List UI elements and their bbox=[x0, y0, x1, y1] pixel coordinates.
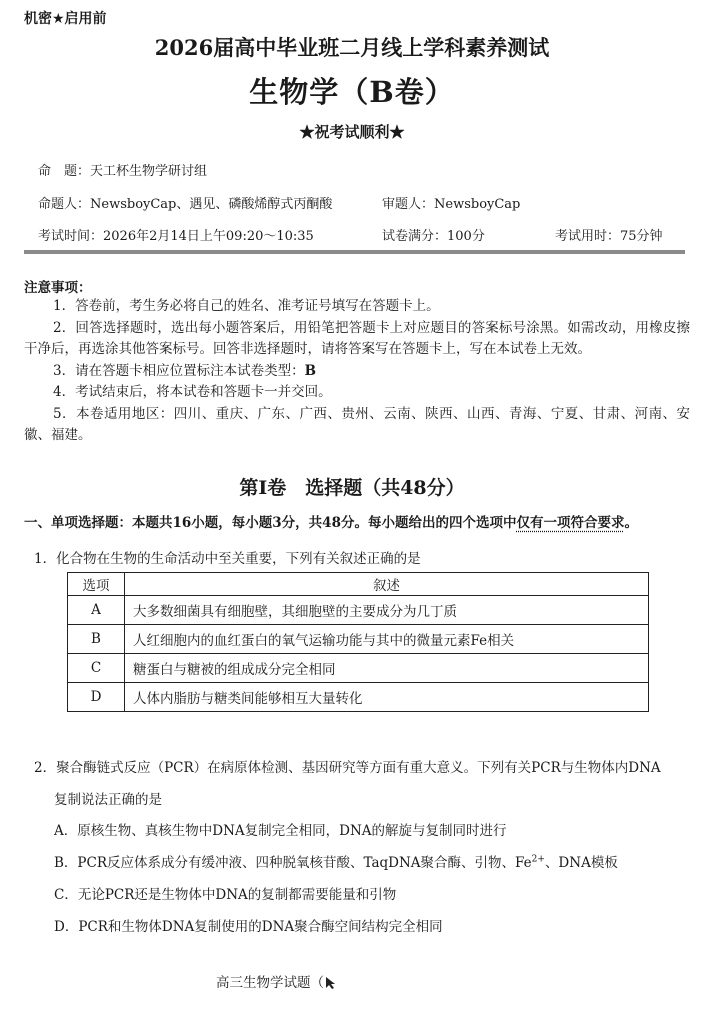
cursor-icon bbox=[324, 976, 337, 989]
exam-title: 2026届高中毕业班二月线上学科素养测试 bbox=[154, 35, 550, 60]
part-heading-text: 一、单项选择题：本题共16小题，每小题3分，共48分。每小题给出的四个选项中 bbox=[24, 515, 517, 531]
blessing-text: ★祝考试顺利★ bbox=[299, 123, 405, 141]
option-text: 糖蛋白与糖被的组成成分完全相同 bbox=[125, 654, 649, 683]
table-row bbox=[68, 654, 649, 683]
page-footer bbox=[216, 971, 337, 991]
table-header-row bbox=[68, 573, 649, 596]
option-b-text: B．PCR反应体系成分有缓冲液、四种脱氧核苷酸、TaqDNA聚合酶、引物、Fe bbox=[54, 855, 532, 871]
option-text: 人红细胞内的血红蛋白的氧气运输功能与其中的微量元素Fe相关 bbox=[125, 625, 649, 654]
option-b-superscript: 2+ bbox=[531, 854, 545, 865]
proposer-line: 命 题：天工杯生物学研讨组 bbox=[38, 164, 208, 179]
reviewer-line: 审题人：NewsboyCap bbox=[382, 197, 521, 212]
option-key: B bbox=[68, 625, 125, 654]
authors-line: 命题人：NewsboyCap、遇见、磷酸烯醇式丙酮酸 bbox=[38, 197, 333, 212]
header-divider bbox=[24, 250, 685, 254]
notice-item: 2．回答选择题时，选出每小题答案后，用铅笔把答题卡上对应题目的答案标号涂黑。如需改动，用橡皮擦干净后，再选涂其他答案标号。回答非选择题时，请将答案写在答题卡上，写在本试卷上无效。 bbox=[24, 319, 690, 357]
exam-time: 考试时间：2026年2月14日上午09:20～10:35 bbox=[38, 229, 314, 244]
notice-item: 4．考试结束后，将本试卷和答题卡一并交回。 bbox=[53, 384, 332, 400]
question-2-option-a: A．原核生物、真核生物中DNA复制完全相同，DNA的解旋与复制同时进行 bbox=[54, 823, 507, 839]
notice-item: 5．本卷适用地区：四川、重庆、广东、广西、贵州、云南、陕西、山西、青海、宁夏、甘肃、河南、安徽、福建。 bbox=[24, 405, 690, 443]
table-header-text: 叙述 bbox=[125, 573, 649, 596]
notice-item: 1．答卷前，考生务必将自己的姓名、准考证号填写在答题卡上。 bbox=[53, 298, 440, 314]
question-1-stem: 1．化合物在生物的生命活动中至关重要，下列有关叙述正确的是 bbox=[34, 551, 421, 567]
option-key: D bbox=[68, 683, 125, 712]
table-header-key: 选项 bbox=[68, 573, 125, 596]
option-text: 大多数细菌具有细胞壁，其细胞壁的主要成分为几丁质 bbox=[125, 596, 649, 625]
question-1-table bbox=[67, 572, 649, 712]
question-2-option-d: D．PCR和生物体DNA复制使用的DNA聚合酶空间结构完全相同 bbox=[54, 919, 443, 935]
option-key: A bbox=[68, 596, 125, 625]
notice-item bbox=[24, 361, 690, 383]
option-text: 人体内脂肪与糖类间能够相互大量转化 bbox=[125, 683, 649, 712]
duration: 考试用时：75分钟 bbox=[555, 229, 663, 244]
notice-item-text: 3．请在答题卡相应位置标注本试卷类型： bbox=[53, 362, 305, 379]
question-2-stem-cont: 复制说法正确的是 bbox=[54, 792, 162, 808]
table-row bbox=[68, 625, 649, 654]
paper-type: B bbox=[304, 362, 317, 379]
part-heading-emphasis: 仅有一项符合要求 bbox=[516, 515, 625, 531]
part-heading-end: 。 bbox=[624, 515, 638, 531]
part-heading bbox=[24, 511, 638, 531]
question-2-stem: 2．聚合酶链式反应（PCR）在病原体检测、基因研究等方面有重大意义。下列有关PCR与生物体内DNA bbox=[34, 760, 661, 776]
question-2-option-c: C．无论PCR还是生物体中DNA的复制都需要能量和引物 bbox=[54, 887, 397, 903]
table-row bbox=[68, 683, 649, 712]
footer-text: 高三生物学试题（ bbox=[216, 975, 324, 991]
full-score: 试卷满分：100分 bbox=[382, 229, 485, 244]
option-key: C bbox=[68, 654, 125, 683]
question-2-option-b bbox=[54, 851, 618, 871]
option-b-text-end: 、DNA模板 bbox=[544, 855, 618, 871]
section-title: 第Ⅰ卷 选择题（共48分） bbox=[239, 477, 465, 499]
confidential-label: 机密★启用前 bbox=[24, 11, 107, 27]
table-row bbox=[68, 596, 649, 625]
subject-title: 生物学（B卷） bbox=[249, 75, 455, 109]
notice-heading: 注意事项： bbox=[24, 280, 92, 296]
notice-list bbox=[24, 296, 690, 447]
